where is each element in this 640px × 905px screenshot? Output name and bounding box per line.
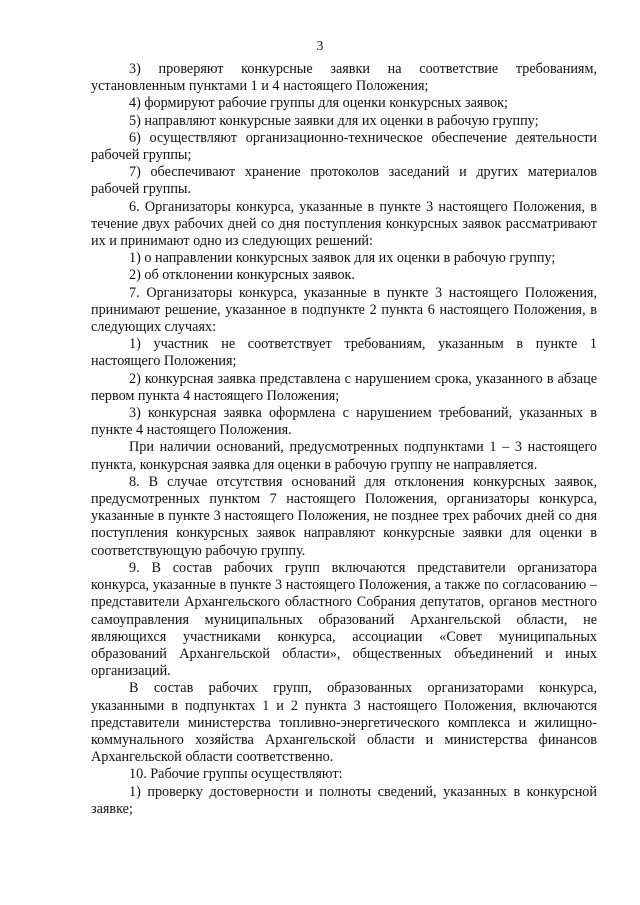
paragraph-section-9: 9. В состав рабочих групп включаются представители организатора конкурса, указанные в пункте 3 настоящего Положения, а также по согласованию – представители Архангельского областного Собрания депутатов, органов местного самоуправления муниципальных образований Архангельской области, не являющихся участниками конкурса, ассоциации «Совет муниципальных образований Архангельской области», общественных объединений и иных организаций. [91, 559, 597, 680]
paragraph-section-7-item-2: 2) конкурсная заявка представлена с нарушением срока, указанного в абзаце первом пункта 4 настоящего Положения; [91, 370, 597, 404]
paragraph-clause-6: 6) осуществляют организационно-техническое обеспечение деятельности рабочей группы; [91, 129, 597, 164]
paragraph-section-9-continued: В состав рабочих групп, образованных организаторами конкурса, указанными в подпунктах 1 и 2 пункта 3 настоящего Положения, включаются представители министерства топливно-энергетического комплекса и жилищно-коммунального хозяйства Архангельской области и министерства финансов Архангельской области соответственно. [91, 680, 597, 766]
paragraph-section-6: 6. Организаторы конкурса, указанные в пункте 3 настоящего Положения, в течение двух рабочих дней со дня поступления конкурсных заявок рассматривают их и принимают одно из следующих решений: [91, 198, 597, 250]
paragraph-clause-3: 3) проверяют конкурсные заявки на соответствие требованиям, установленным пунктами 1 и 4 настоящего Положения; [91, 61, 597, 95]
paragraph-section-7-note: При наличии оснований, предусмотренных подпунктами 1 – 3 настоящего пункта, конкурсная заявка для оценки в рабочую группу не направляется. [91, 439, 597, 473]
paragraph-clause-4: 4) формируют рабочие группы для оценки конкурсных заявок; [129, 95, 508, 112]
paragraph-section-7-item-1: 1) участник не соответствует требованиям, указанным в пункте 1 настоящего Положения; [91, 336, 597, 370]
document-body [91, 61, 597, 818]
paragraph-section-10-item-1: 1) проверку достоверности и полноты сведений, указанных в конкурсной заявке; [91, 783, 597, 817]
paragraph-section-6-item-1: 1) о направлении конкурсных заявок для их оценки в рабочую группу; [129, 250, 556, 267]
paragraph-section-6-item-2: 2) об отклонении конкурсных заявок. [129, 267, 355, 284]
paragraph-section-7-item-3: 3) конкурсная заявка оформлена с нарушением требований, указанных в пункте 4 настоящего Положения. [91, 405, 597, 439]
paragraph-section-10: 10. Рабочие группы осуществляют: [129, 766, 343, 783]
page-number: 3 [316, 38, 324, 53]
paragraph-section-8: 8. В случае отсутствия оснований для отклонения конкурсных заявок, предусмотренных пунктом 7 настоящего Положения, организаторы конкурса, указанные в пункте 3 настоящего Положения, не позднее трех рабочих дней со дня поступления конкурсных заявок направляют конкурсные заявки для оценки в соответствующую рабочую группу. [91, 473, 597, 559]
paragraph-section-7: 7. Организаторы конкурса, указанные в пункте 3 настоящего Положения, принимают решение, указанное в подпункте 2 пункта 6 настоящего Положения, в следующих случаях: [91, 284, 597, 336]
paragraph-clause-7: 7) обеспечивают хранение протоколов заседаний и других материалов рабочей группы. [91, 164, 597, 198]
paragraph-clause-5: 5) направляют конкурсные заявки для их оценки в рабочую группу; [129, 112, 539, 129]
